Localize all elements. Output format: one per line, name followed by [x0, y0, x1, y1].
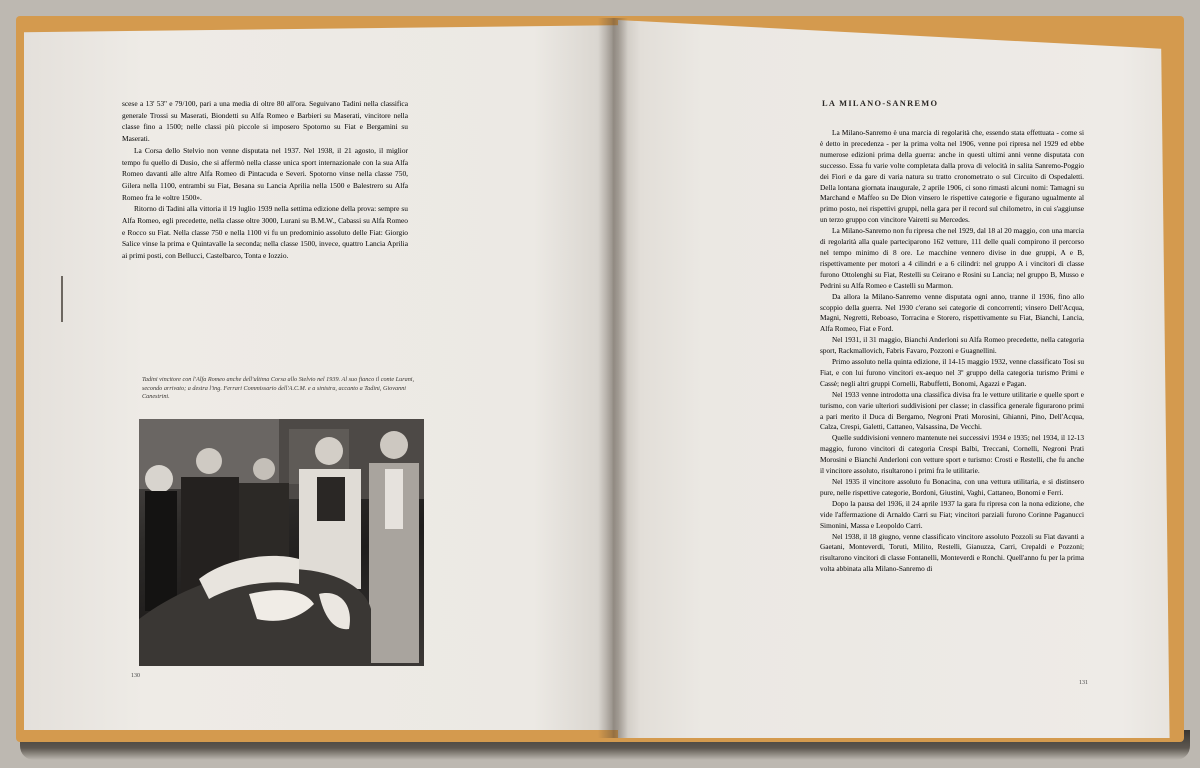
right-paragraph: Da allora la Milano-Sanremo venne disputata ogni anno, tranne il 1936, fino allo scoppio della guerra. Nel 1930 c'erano sei categorie di concorrenti; vinsero Dell'Acqua, Magni, Negretti, Reboaso, Torracina e Storero, rispettivamente su Fiat, Bianchi, Lancia, Alfa Romeo, Fiat e Ford. [820, 291, 1084, 334]
book-gutter [598, 18, 628, 738]
race-photo [139, 419, 424, 666]
left-body-text [122, 98, 408, 262]
right-paragraph: Nel 1931, il 31 maggio, Bianchi Anderloni su Alfa Romeo precedette, nella categoria sport, Rackmallovich, Fabris Favaro, Pozzoni e Guagnellini. [820, 335, 1084, 356]
photo-caption: Tadini vincitore con l'Alfa Romeo anche dell'ultima Corsa allo Stelvio nel 1939. Al suo fianco il conte Lurani, secondo arrivato; a destra l'ing. Ferrari Commissario dell'A.C.M. e a sinistra, accanto a Tadini, Giovanni Canestrini. [142, 376, 415, 401]
page-number-left: 130 [131, 673, 140, 679]
photo-illustration [139, 419, 424, 666]
page-number-right: 131 [1079, 680, 1088, 686]
left-paragraph: La Corsa dello Stelvio non venne disputata nel 1937. Nel 1938, il 21 agosto, il miglior tempo fu quello di Dusio, che si affermò nella classe unica sport internazionale con la sua Alfa Romeo davanti alle altre Alfa Romeo di Pintacuda e Severi. Spotorno vinse nella classe 750, Gilera nella 1100, entrambi su Fiat, Besana su Lancia Aprilia nella 1500 e Balestrero su Alfa Romeo fra le «oltre 1500». [122, 145, 408, 202]
right-paragraph: La Milano-Sanremo è una marcia di regolarità che, essendo stata effettuata - come si è detto in precedenza - per la prima volta nel 1906, venne poi ripresa nel 1929 ed ebbe numerose edizioni prima della guerra: anche in questi ultimi anni venne disputata con successo. Essa fu varie volte completata dalla prova di velocità in salita Sanremo-Poggio dei Fiori e da gare di varia natura su tratto cronometrato o sul Circuito di Ospedaletti. Della lontana giornata inaugurale, 2 aprile 1906, ci sono rimasti alcuni nomi: Tamagni su Marchand e Maffeo su De Dion vinsero le rispettive categorie e figurano ugualmente al primo posto, nei rispettivi gruppi, nella gara per il record sul chilometro, in cui s'aggiunse un terzo gruppo con vincitore Vairetti su Mercedes. [820, 128, 1084, 225]
right-paragraph: Nel 1935 il vincitore assoluto fu Bonacina, con una vettura utilitaria, e si distinsero pure, nelle rispettive categorie, Bordoni, Giustini, Vaghi, Cattaneo, Bonomi e Ferri. [820, 477, 1084, 497]
chapter-title: LA MILANO-SANREMO [822, 99, 939, 108]
right-paragraph: Dopo la pausa del 1936, il 24 aprile 1937 la gara fu ripresa con la nona edizione, che vide l'affermazione di Arnaldo Carri su Fiat; vincitori parziali furono Corinne Paganucci Simonini, Massa e Leopoldo Carri. [820, 498, 1084, 530]
left-paragraph: scese a 13' 53'' e 79/100, pari a una media di oltre 80 all'ora. Seguivano Tadini nella classifica generale Trossi su Maserati, Biondetti su Alfa Romeo e Barbieri su Maserati, vincitore nella classe fino a 1500; nelle classi più piccole si imposero Spotorno su Fiat e Bergamini su Maserati. [122, 99, 408, 144]
right-body-text [820, 128, 1084, 575]
right-paragraph: Quelle suddivisioni vennero mantenute nei successivi 1934 e 1935; nel 1934, il 12-13 maggio, furono vincitori di categoria Crespi Balbi, Treccani, Cornelli, Negroni Prati Morosini e Bianchi Anderloni con vetture sport e turismo: Crosti e Restelli, che fu anche il vincitore assoluto, risultarono i primi fra le utilitarie. [820, 433, 1084, 476]
right-paragraph: Primo assoluto nella quinta edizione, il 14-15 maggio 1932, venne classificato Tosi su Fiat, e con lui furono vincitori ex-aequo nel 3º gruppo della categoria turismo Primi e Cassè; negli altri gruppi Cornelli, Rabuffetti, Bonomi, Agazzi e Pagan. [820, 357, 1084, 388]
left-paragraph: Ritorno di Tadini alla vittoria il 19 luglio 1939 nella settima edizione della prova: sempre su Alfa Romeo, egli precedette, nella classe oltre 3000, Lurani su B.M.W., Cabassi su Alfa Romeo e Rocco su Fiat. Nella classe 750 e nella 1100 vi fu un predominio assoluto delle Fiat: Giorgio Salice vinse la prima e Quintavalle la seconda; nella classe 1500, invece, quattro Lancia Aprilia ai primi posti, con Bellucci, Castelbarco, Tonta e Iozzio. [122, 204, 408, 261]
right-paragraph: Nel 1938, il 18 giugno, venne classificato vincitore assoluto Pozzoli su Fiat davanti a Gaetani, Monteverdi, Toruti, Milito, Restelli, Gianuzza, Carri, Crepaldi e Pozzoni; risultarono vincitori di classe Fontanelli, Monteverdi e Ronchi. Quell'anno fu per la prima volta abbinata alla Milano-Sanremo di [820, 531, 1084, 574]
right-paragraph: La Milano-Sanremo non fu ripresa che nel 1929, dal 18 al 20 maggio, con una marcia di regolarità alla quale parteciparono 162 vetture, 111 delle quali compirono il percorso nel tempo minimo di 8 ore. Le macchine vennero divise in due gruppi, A e B, rispettivamente per motori a 4 cilindri e a 6 cilindri: nel gruppo A i vincitori di classe furono Ottolenghi su Fiat, Restelli su Ceirano e Rosini su Lancia; nel gruppo B, Musso e Pedrini su Alfa Romeo e Castelli su Marmon. [820, 226, 1084, 290]
page-edge-mark [61, 276, 63, 322]
right-paragraph: Nel 1933 venne introdotta una classifica divisa fra le vetture utilitarie e quelle sport e turismo, con varie ulteriori suddivisioni per classe; in classifica generale figurarono primi a pari merito il Duca di Bergamo, Negroni Prati Morosini, Ghianni, Pino, Dell'Acqua, Calza, Crespi, Galetti, Cattaneo, Valsassina, De Vecchi. [820, 389, 1084, 432]
